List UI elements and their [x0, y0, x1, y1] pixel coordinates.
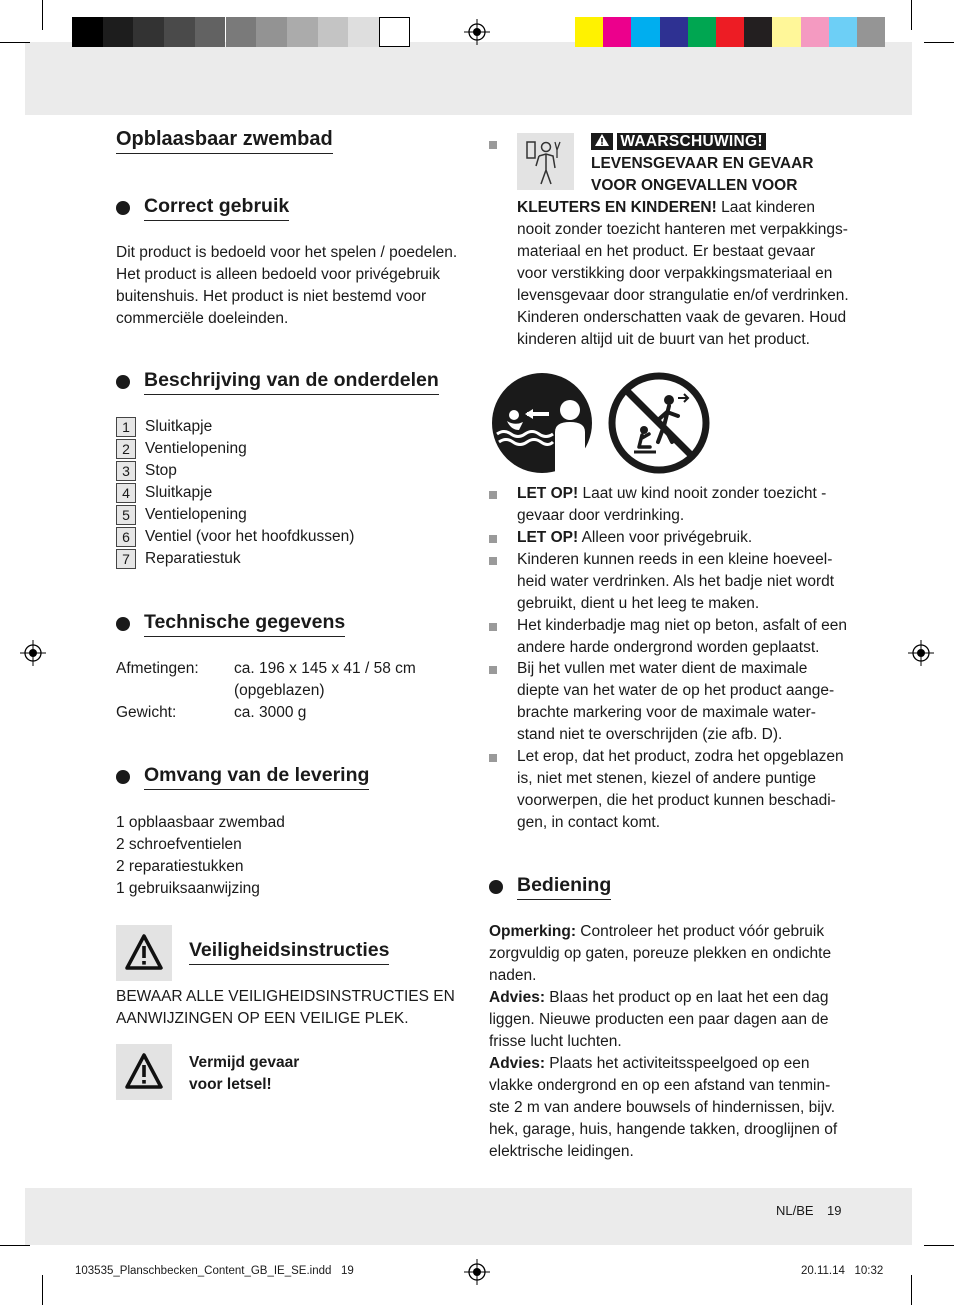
list-item: [116, 482, 354, 504]
text-span: zorgvuldig op gaten, poreuze plekken en ondichte: [489, 945, 832, 962]
text-span: Laat kinderen: [716, 199, 816, 216]
tech-dim-label: Afmetingen:: [116, 660, 199, 677]
part-number: 7: [116, 549, 136, 569]
text-line: Kinderen onderschatten vaak de gevaren. Houd: [517, 309, 847, 326]
bullet-icon: [116, 617, 130, 631]
warning-label: WAARSCHUWING!: [617, 133, 766, 150]
crop-mark: [924, 42, 954, 43]
text-line: [489, 921, 837, 943]
bullet-square-icon: [489, 623, 497, 631]
gray-swatch: [133, 17, 164, 47]
text-line: kinderen altijd uit de buurt van het product.: [517, 331, 810, 348]
part-label: Reparatiestuk: [145, 550, 241, 567]
tech-dim-value-note: (opgeblazen): [234, 682, 325, 699]
text-line: buitenshuis. Het product is niet bestemd voor: [116, 288, 427, 305]
text-line: [489, 1119, 837, 1141]
text-line: BEWAAR ALLE VEILIGHEIDSINSTRUCTIES EN: [116, 988, 455, 1005]
text-line: [517, 571, 834, 593]
text-line: [517, 812, 844, 834]
text-line: voor letsel!: [189, 1076, 272, 1093]
section-heading-parts: Beschrijving van de onderdelen: [144, 369, 439, 395]
footer-page-number: 19: [827, 1203, 842, 1218]
text-line: [489, 943, 837, 965]
color-swatch: [603, 17, 631, 47]
avoid-injury-text: [189, 1052, 299, 1096]
text-span: gebruikt, dient u het leeg te maken.: [517, 595, 760, 612]
part-label: Sluitkapje: [145, 418, 213, 435]
color-swatch: [857, 17, 885, 47]
text-span: diepte van het water de op het product aange-: [517, 682, 835, 699]
footer-lang: NL/BE: [776, 1203, 814, 1218]
text-span: heid water verdrinken. Als het badje niet wordt: [517, 573, 835, 590]
page-title: Opblaasbaar zwembad: [116, 128, 333, 154]
text-span: Plaats het activiteitsspeelgoed op een: [545, 1055, 810, 1072]
text-line: [517, 658, 834, 680]
text-line: voor verstikking door verpakkingsmateriaal en: [517, 265, 833, 282]
text-line: [517, 593, 834, 615]
text-line: [489, 1009, 837, 1031]
part-label: Ventielopening: [145, 440, 247, 457]
color-swatch: [575, 17, 603, 47]
operation-paragraphs: [489, 921, 837, 1163]
text-span: Let erop, dat het product, zodra het opgeblazen: [517, 748, 844, 765]
warning-text: [517, 197, 849, 351]
text-span: hek, garage, huis, hangende takken, drooglijnen of: [489, 1121, 838, 1138]
list-item: [116, 460, 354, 482]
no-unsupervised-play-icon: [606, 372, 712, 474]
bullet-icon: [489, 880, 503, 894]
text-span: Blaas het product op en laat het een dag: [545, 989, 829, 1006]
section-heading-delivery: Omvang van de levering: [144, 764, 369, 790]
bullet-square-icon: [489, 491, 497, 499]
text-line: Vermijd gevaar: [189, 1054, 300, 1071]
text-span: Kinderen kunnen reeds in een kleine hoeveel-: [517, 551, 833, 568]
color-swatch: [716, 17, 744, 47]
text-bold: Advies:: [489, 989, 545, 1006]
text-line: [489, 1053, 837, 1075]
text-span: is, niet met stenen, kiezel of andere puntige: [517, 770, 816, 787]
part-label: Stop: [145, 462, 177, 479]
warning-triangle-icon: [124, 933, 164, 971]
gray-swatch: [195, 17, 226, 47]
text-line: [517, 724, 834, 746]
text-span: Controleer het product vóór gebruik: [575, 923, 825, 940]
part-label: Ventielopening: [145, 506, 247, 523]
text-span: frisse lucht luchten.: [489, 1033, 622, 1050]
part-number: 4: [116, 483, 136, 503]
correct-use-text: [116, 242, 457, 330]
text-line: [517, 549, 834, 571]
crop-mark: [0, 1245, 30, 1246]
warning-header: [591, 131, 814, 197]
text-line: [517, 746, 844, 768]
color-swatch: [631, 17, 659, 47]
text-line: [517, 768, 844, 790]
text-line: [489, 987, 837, 1009]
crop-mark: [911, 1275, 912, 1305]
list-item: 2 schroefventielen: [116, 836, 242, 853]
part-number: 3: [116, 461, 136, 481]
text-span: andere harde ondergrond worden geplaatst.: [517, 639, 820, 656]
text-line: [517, 615, 847, 637]
warning-triangle-icon: [124, 1052, 164, 1090]
list-item: [116, 504, 354, 526]
part-number: 1: [116, 417, 136, 437]
bullet-icon: [116, 201, 130, 215]
list-item: [517, 746, 844, 834]
bullet-square-icon: [489, 666, 497, 674]
crop-mark: [42, 1275, 43, 1305]
gray-swatch: [348, 17, 379, 47]
footer-date: 20.11.14 10:32: [801, 1265, 884, 1277]
crop-mark: [0, 42, 30, 43]
text-line: commerciële doeleinden.: [116, 310, 289, 327]
warning-tag-line: [591, 131, 814, 153]
text-span: vlakke ondergrond en op een afstand van tenmin-: [489, 1077, 831, 1094]
supervise-child-icon: [489, 372, 595, 474]
safety-keep-text: [116, 986, 455, 1030]
warning-tag: [591, 133, 613, 150]
bullet-icon: [116, 375, 130, 389]
gray-swatch: [72, 17, 103, 47]
text-span: Laat uw kind nooit zonder toezicht -: [578, 485, 827, 502]
text-line: levensgevaar door strangulatie en/of verdrinken.: [517, 287, 849, 304]
list-item: 1 gebruiksaanwijzing: [116, 880, 260, 897]
text-bold: Advies:: [489, 1055, 545, 1072]
list-item: [517, 615, 847, 659]
part-label: Sluitkapje: [145, 484, 213, 501]
bullet-square-icon: [489, 535, 497, 543]
color-swatch: [688, 17, 716, 47]
text-line: [517, 637, 847, 659]
text-span: elektrische leidingen.: [489, 1143, 634, 1160]
text-line: Het product is alleen bedoeld voor privégebruik: [116, 266, 440, 283]
tech-dim-value: ca. 196 x 145 x 41 / 58 cm: [234, 660, 416, 677]
text-line: LEVENSGEVAAR EN GEVAAR: [591, 155, 814, 172]
text-line: [489, 1075, 837, 1097]
color-swatch: [660, 17, 688, 47]
list-item: [517, 527, 752, 549]
text-line: [489, 1031, 837, 1053]
color-swatch: [744, 17, 772, 47]
crop-mark: [42, 0, 43, 30]
text-span: gevaar door verdrinking.: [517, 507, 685, 524]
tech-weight-value: ca. 3000 g: [234, 704, 307, 721]
text-line: [517, 483, 826, 505]
text-span: brachte markering voor de maximale water-: [517, 704, 816, 721]
registration-mark-icon: [464, 19, 490, 45]
color-swatch: [772, 17, 800, 47]
list-item: [116, 526, 354, 548]
list-item: [517, 483, 826, 527]
child-packaging-icon: [524, 138, 568, 186]
footer-file: 103535_Planschbecken_Content_GB_IE_SE.indd 19: [75, 1265, 354, 1277]
text-line: [517, 702, 834, 724]
part-number: 6: [116, 527, 136, 547]
text-bold: LET OP!: [517, 485, 579, 502]
gray-swatch: [318, 17, 349, 47]
text-bold: Opmerking:: [489, 923, 576, 940]
text-span: Alleen voor privégebruik.: [578, 529, 753, 546]
registration-mark-icon: [20, 640, 46, 666]
text-line: [517, 197, 849, 219]
part-number: 2: [116, 439, 136, 459]
text-bold: LET OP!: [517, 529, 579, 546]
text-line: materiaal en het product. Er bestaat gevaar: [517, 243, 816, 260]
text-line: nooit zonder toezicht hanteren met verpakkings-: [517, 221, 848, 238]
text-span: ste 2 m van andere bouwsels of hindernissen, bijv.: [489, 1099, 836, 1116]
section-heading-correct-use: Correct gebruik: [144, 195, 289, 221]
text-line: [489, 1141, 837, 1163]
section-heading-operation: Bediening: [517, 874, 611, 900]
registration-mark-icon: [464, 1259, 490, 1285]
text-span: gen, in contact komt.: [517, 814, 661, 831]
crop-mark: [924, 1245, 954, 1246]
bullet-square-icon: [489, 557, 497, 565]
text-line: [489, 965, 837, 987]
gray-swatch: [379, 17, 410, 47]
warning-small-icon: [594, 133, 610, 147]
bullet-square-icon: [489, 141, 497, 149]
delivery-list: [116, 812, 285, 900]
parts-list: [116, 416, 354, 570]
registration-mark-icon: [908, 640, 934, 666]
list-item: [517, 549, 834, 615]
section-heading-safety: Veiligheidsinstructies: [189, 939, 389, 965]
text-line: AANWIJZINGEN OP EEN VEILIGE PLEK.: [116, 1010, 409, 1027]
color-swatch: [801, 17, 829, 47]
list-item: 1 opblaasbaar zwembad: [116, 814, 285, 831]
text-bold: KLEUTERS EN KINDEREN!: [517, 199, 717, 216]
text-span: Het kinderbadje mag niet op beton, asfalt of een: [517, 617, 848, 634]
bullet-square-icon: [489, 754, 497, 762]
part-number: 5: [116, 505, 136, 525]
text-line: VOOR ONGEVALLEN VOOR: [591, 177, 798, 194]
list-item: 2 reparatiestukken: [116, 858, 244, 875]
gray-swatch: [256, 17, 287, 47]
tech-weight-label: Gewicht:: [116, 704, 177, 721]
text-span: voorwerpen, die het product kunnen beschadi-: [517, 792, 836, 809]
gray-swatch: [103, 17, 134, 47]
section-heading-tech: Technische gegevens: [144, 611, 345, 637]
text-line: [517, 680, 834, 702]
part-label: Ventiel (voor het hoofdkussen): [145, 528, 355, 545]
text-line: [517, 505, 826, 527]
text-line: [489, 1097, 837, 1119]
gray-swatch: [164, 17, 195, 47]
list-item: [116, 548, 354, 570]
list-item: [517, 658, 834, 746]
gray-swatch: [226, 17, 257, 47]
text-span: liggen. Nieuwe producten een paar dagen aan de: [489, 1011, 829, 1028]
bullet-icon: [116, 770, 130, 784]
text-line: [517, 527, 752, 549]
list-item: [116, 416, 354, 438]
text-line: [517, 790, 844, 812]
text-span: naden.: [489, 967, 537, 984]
list-item: [116, 438, 354, 460]
color-swatch: [829, 17, 857, 47]
header-band: [25, 42, 912, 115]
text-line: Dit product is bedoeld voor het spelen / poedelen.: [116, 244, 458, 261]
text-span: Bij het vullen met water dient de maximale: [517, 660, 808, 677]
crop-mark: [911, 0, 912, 30]
gray-swatch: [287, 17, 318, 47]
text-span: stand niet te overschrijden (zie afb. D).: [517, 726, 783, 743]
